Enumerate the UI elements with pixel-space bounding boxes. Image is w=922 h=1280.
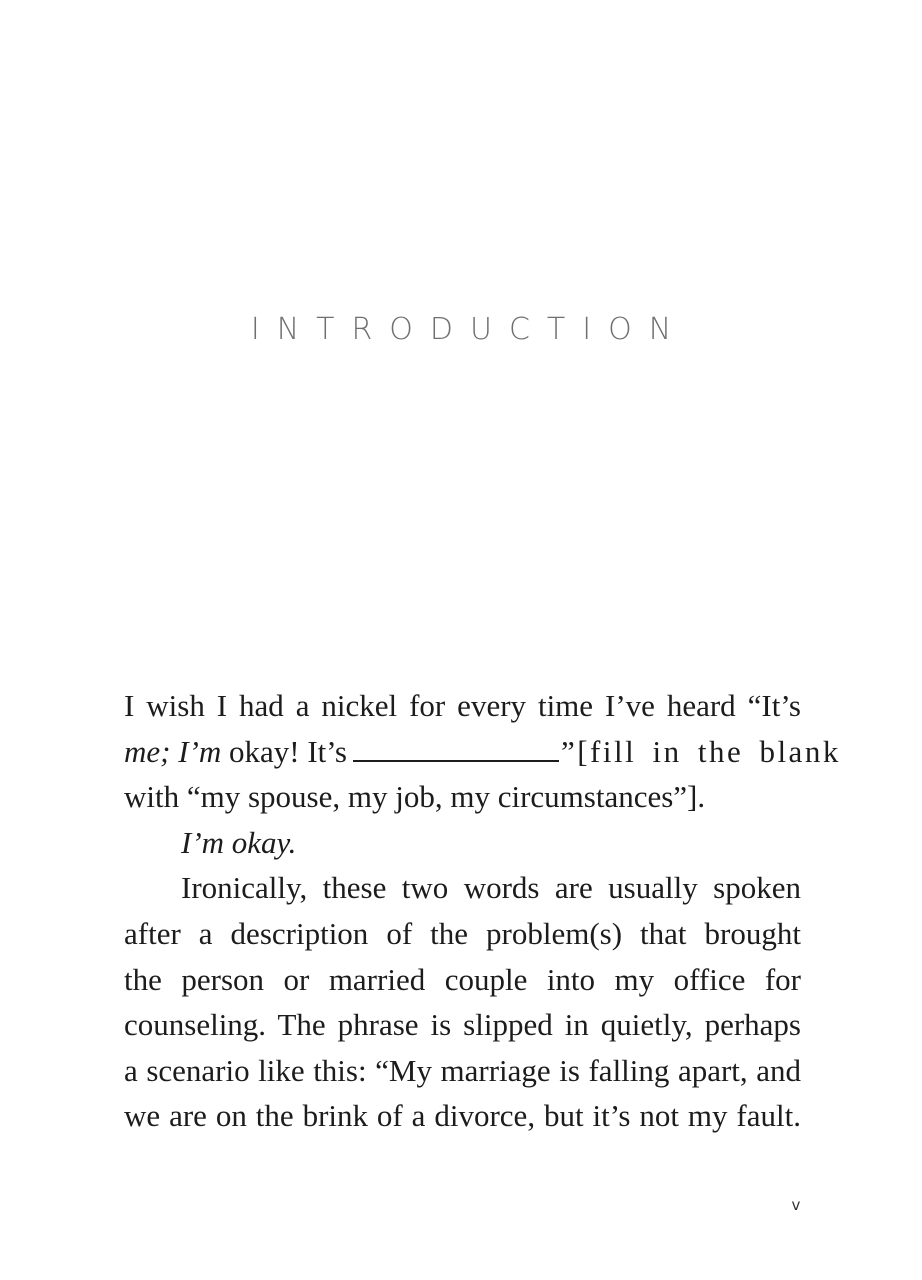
paragraph-2-line-1: I’m okay. [181,824,297,860]
paragraph-3-line-4: counseling. The phrase is slipped in quietly, perhaps [124,1007,801,1043]
paragraph-3-line-6: we are on the brink of a divorce, but it’s not my fault. [124,1098,801,1134]
paragraph-3-line-5: a scenario like this: “My marriage is falling apart, and [124,1052,801,1088]
italic-phrase: me; I’m [124,733,222,769]
paragraph-1-line-2 [124,729,841,775]
paragraph-3-line-2: after a description of the problem(s) that brought [124,915,801,951]
paragraph-3-line-1: Ironically, these two words are usually spoken [181,870,801,906]
page-number: v [791,1196,801,1214]
paragraph-1-line-2-text: okay! It’s [229,733,347,769]
fill-in-blank-line [353,732,559,762]
body-text [124,683,841,1139]
paragraph-1-line-3: with “my spouse, my job, my circumstances”]. [124,779,706,815]
chapter-title: INTRODUCTION [250,312,689,347]
paragraph-3-line-3: the person or married couple into my office for [124,961,801,997]
paragraph-1-line-2-start [124,729,561,775]
paragraph-1-line-2-end: ”[fill in the blank [560,733,841,769]
paragraph-1-line-1: I wish I had a nickel for every time I’ve heard “It’s [124,688,801,723]
